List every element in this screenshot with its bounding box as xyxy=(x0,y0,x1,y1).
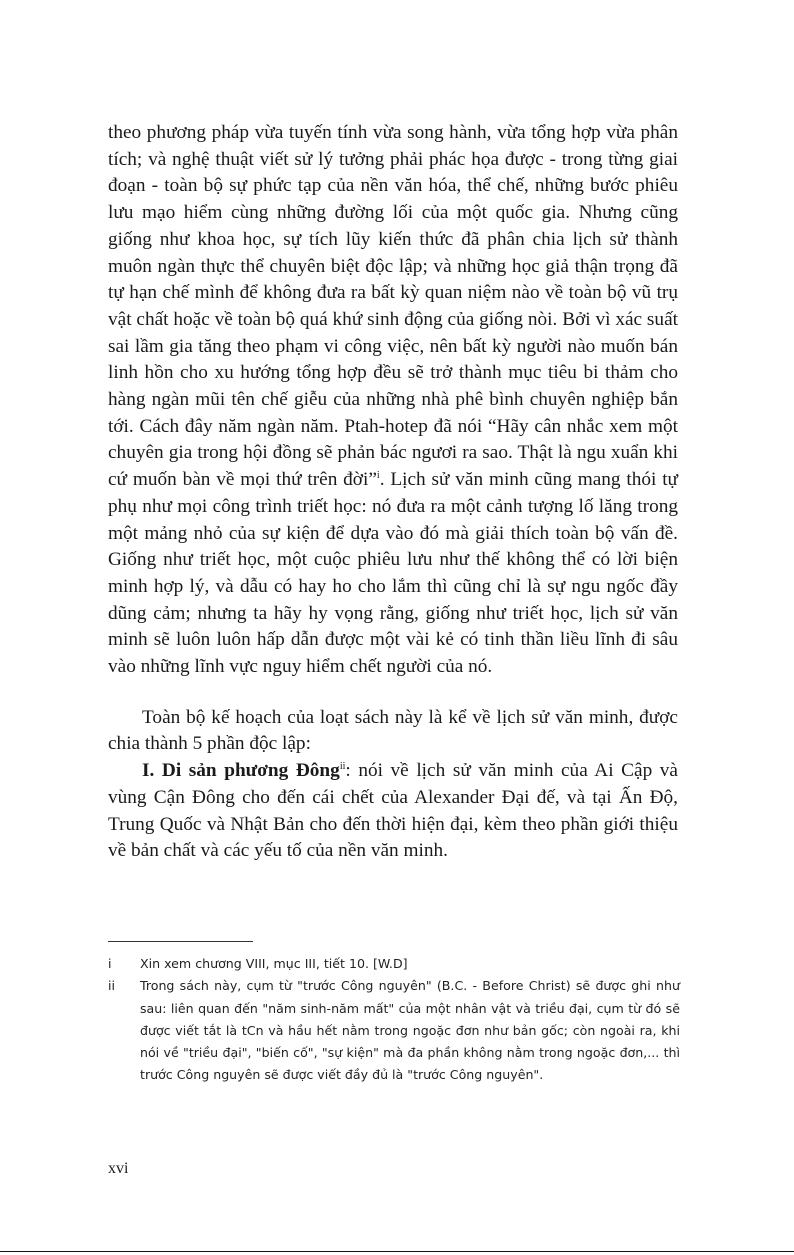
footnote-text: Trong sách này, cụm từ "trước Công nguyên" (B.C. - Before Christ) sẽ được ghi như sau: liên quan đến "năm sinh-năm mất" của một nhân vật và triều đại, cụm từ đó sẽ được viết tắt là tCn và hầu hết nằm trong ngoặc đơn như bản gốc; còn ngoài ra, khi nói về "triều đại", "biến cố", "sự kiện" mà đa phần không nằm trong ngoặc đơn,... thì trước Công nguyên sẽ được viết đầy đủ là "trước Công nguyên". xyxy=(140,978,680,1083)
section-heading-1: I. Di sản phương Đông xyxy=(142,760,340,782)
page-number: xvi xyxy=(108,1160,129,1177)
footnotes xyxy=(108,953,680,1087)
footnote-divider xyxy=(108,941,253,942)
footnote-text: Xin xem chương VIII, mục III, tiết 10. [W.D] xyxy=(140,956,408,971)
footnote-ref-i[interactable]: i xyxy=(376,470,380,482)
paragraph-3 xyxy=(108,758,678,865)
paragraph-2: Toàn bộ kế hoạch của loạt sách này là kể về lịch sử văn minh, được chia thành 5 phần độc lập: xyxy=(108,706,678,755)
footnote-ii xyxy=(108,975,680,1086)
page-bottom-edge xyxy=(0,1251,794,1252)
paragraph-3-text: : nói về lịch sử văn minh của Ai Cập và vùng Cận Đông cho đến cái chết của Alexander Đại đế, và tại Ấn Độ, Trung Quốc và Nhật Bản cho đến thời hiện đại, kèm theo phần giới thiệu về bản chất và các yếu tố của nền văn minh. xyxy=(108,760,678,862)
paragraph-1-text: theo phương pháp vừa tuyến tính vừa song hành, vừa tổng hợp vừa phân tích; và nghệ thuật viết sử lý tưởng phải phác họa được - trong từng giai đoạn - toàn bộ sự phức tạp của nền văn hóa, thể chế, những bước phiêu lưu mạo hiểm cùng những đường lối của một quốc gia. Nhưng cũng giống như khoa học, sự tích lũy kiến thức đã phân chia lịch sử thành muôn ngàn thực thể chuyên biệt độc lập; và những học giả thận trọng đã tự hạn chế mình để không đưa ra bất kỳ quan niệm nào về toàn bộ vũ trụ vật chất hoặc về toàn bộ quá khứ sinh động của giống nòi. Bởi vì xác suất sai lầm gia tăng theo phạm vi công việc, nên bất kỳ người nào muốn bán linh hồn cho xu hướng tổng hợp đều sẽ trở thành mục tiêu bi thảm cho hàng ngàn mũi tên chế giễu của những nhà phê bình chuyên nghiệp bắn tới. Cách đây năm ngàn năm. Ptah-hotep đã nói “Hãy cân nhắc xem một chuyên gia trong hội đồng sẽ phản bác ngươi ra sao. Thật là ngu xuẩn khi cứ muốn bàn về mọi thứ trên đời” xyxy=(108,122,678,491)
paragraph-1-tail: . Lịch sử văn minh cũng mang thói tự phụ như mọi công trình triết học: nó đưa ra một cảnh tượng lố lăng trong một mảng nhỏ của sự kiện để dựa vào đó mà giải thích toàn bộ vấn đề. Giống như triết học, một cuộc phiêu lưu như thế không thể có lời biện minh hợp lý, và dẫu có hay ho cho lắm thì cũng chỉ là sự ngu ngốc đầy dũng cảm; nhưng ta hãy hy vọng rằng, giống như triết học, lịch sử văn minh sẽ luôn luôn hấp dẫn được một vài kẻ có tinh thần liều lĩnh đi sâu vào những lĩnh vực nguy hiểm chết người của nó. xyxy=(108,469,679,678)
footnote-mark: i xyxy=(108,956,112,971)
main-text xyxy=(108,120,678,865)
footnote-i xyxy=(108,953,680,975)
paragraph-1 xyxy=(108,120,678,681)
footnote-ref-ii[interactable]: ii xyxy=(339,761,346,773)
footnote-mark: ii xyxy=(108,978,115,994)
